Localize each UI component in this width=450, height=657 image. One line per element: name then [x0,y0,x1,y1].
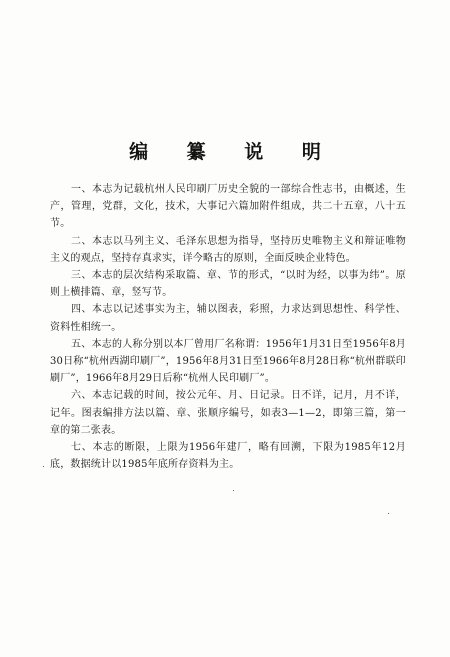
page-title: 编 纂 说 明 [129,141,337,163]
scan-speck [388,513,389,514]
paragraph-5: 五、本志的人称分别以本厂曾用厂名称谓：1956年1月31日至1956年8月30日称“杭州西湖印刷厂”，1956年8月31日至1966年8月28日称“杭州群联印刷厂”，1966年8月29日后称“杭州人民印刷厂”。 [50,338,406,385]
paragraph-1: 一、本志为记载杭州人民印刷厂历史全貌的一部综合性志书，由概述，生产，管理，党群，文化，技术，大事记六篇加附件组成，共二十五章，八十五节。 [50,184,406,230]
scan-speck [43,466,44,467]
paragraph-2: 二、本志以马列主义、毛泽东思想为指导，坚持历史唯物主义和辩证唯物主义的观点，坚持存真求实，详今略古的原则，全面反映企业特色。 [50,235,406,264]
paragraph-4: 四、本志以记述事实为主，辅以图表，彩照，力求达到思想性、科学性、资料性相统一。 [50,304,406,333]
paragraph-3: 三、本志的层次结构采取篇、章、节的形式，“以时为经，以事为纬”。原则上横排篇、章，竖写节。 [50,270,406,299]
scan-speck [233,490,234,491]
document-body [50,181,406,473]
paragraph-6: 六、本志记载的时间，按公元年、月、日记录。日不详，记月，月不详，记年。图表编排方法以篇、章、张顺序编号，如表3—1—2，即第三篇，第一章的第二张表。 [50,390,406,436]
paragraph-7: 七、本志的断限，上限为1956年建厂，略有回溯，下限为1985年12月底，数据统计以1985年底所存资料为主。 [50,442,406,471]
